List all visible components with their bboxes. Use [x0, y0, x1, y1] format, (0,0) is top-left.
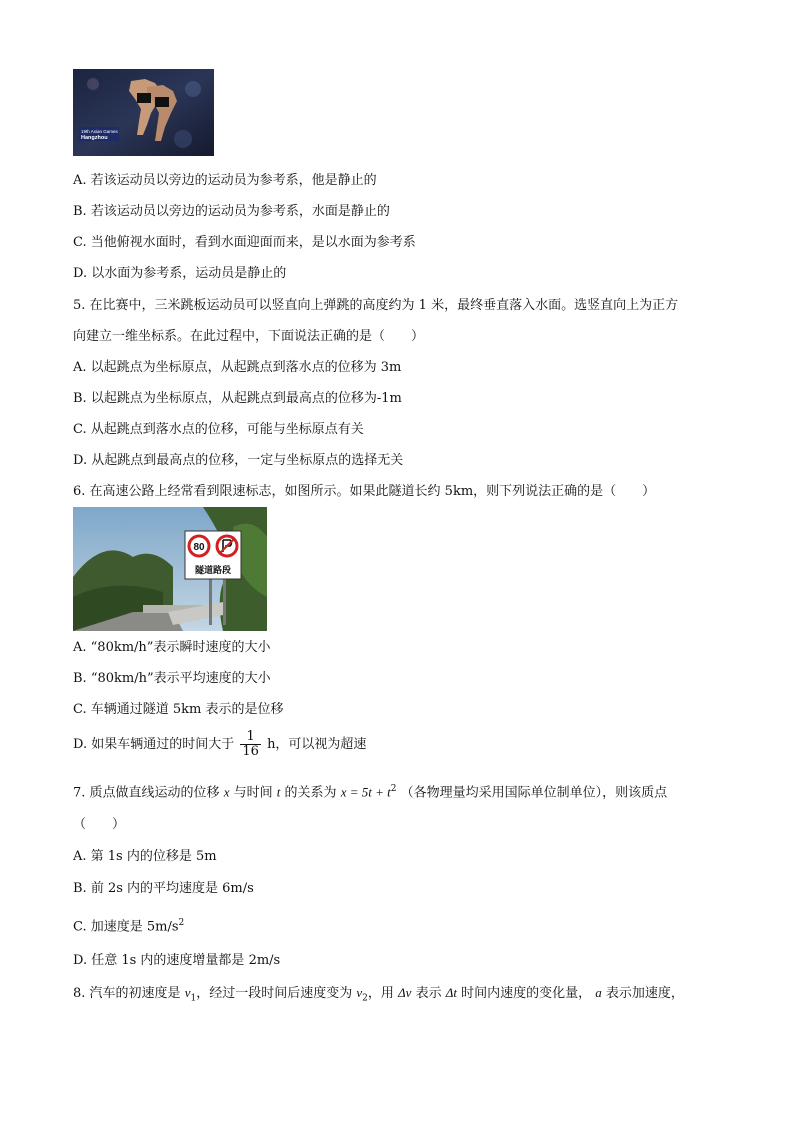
q8-p6: 表示加速度， [605, 986, 684, 1001]
q5-stem-line1: 5. 在比赛中，三米跳板运动员可以竖直向上弹跳的高度约为 1 米，最终垂直落入水面。选竖直向上为正方 [73, 298, 679, 313]
q8-p2: ，经过一段时间后速度变为 [196, 986, 353, 1001]
q7-stem-line1 [73, 780, 667, 802]
q5-option-c: C. 从起跳点到落水点的位移，可能与坐标原点有关 [73, 422, 364, 437]
q5-option-a: A. 以起跳点为坐标原点，从起跳点到落水点的位移为 3m [73, 360, 402, 375]
q7-stem-c: 的关系为 [284, 785, 337, 801]
var-v1: v [184, 985, 191, 1000]
var-delta-t: Δt [445, 985, 457, 1000]
q8-p1: 8. 汽车的初速度是 [73, 986, 181, 1001]
q4-option-a: A. 若该运动员以旁边的运动员为参考系，他是静止的 [73, 173, 377, 188]
q7-stem-line2: （ ） [73, 817, 126, 832]
var-delta-v: Δv [398, 985, 412, 1000]
q8-p4: 表示 [415, 986, 442, 1001]
fraction-denominator: 16 [242, 744, 259, 759]
q7-stem-b: 与时间 [233, 785, 273, 801]
var-x: x [223, 784, 230, 800]
q6-option-d-prefix: D. 如果车辆通过的时间大于 [73, 737, 235, 752]
q4-option-d: D. 以水面为参考系，运动员是静止的 [73, 266, 287, 281]
sign-text: 隧道路段 [194, 566, 232, 576]
var-v2-sub: 2 [362, 993, 368, 1004]
q8-p5: 时间内速度的变化量， [461, 986, 592, 1001]
speed-limit-photo [73, 507, 267, 631]
var-v1-sub: 1 [190, 993, 197, 1004]
q6-stem: 6. 在高速公路上经常看到限速标志，如图所示。如果此隧道长约 5km，则下列说法正确的是（ ） [73, 484, 656, 499]
q6-option-c: C. 车辆通过隧道 5km 表示的是位移 [73, 702, 284, 717]
q6-option-d-suffix: h，可以视为超速 [267, 737, 367, 752]
diving-photo [73, 69, 214, 156]
q8-p3: ，用 [367, 986, 394, 1001]
diving-photo-svg [73, 69, 214, 156]
var-v2: v [356, 985, 363, 1000]
fraction-numerator: 1 [240, 730, 261, 745]
q7-stem-a: 7. 质点做直线运动的位移 [73, 785, 220, 801]
q7-option-d: D. 任意 1s 内的速度增量都是 2m/s [73, 953, 281, 968]
q6-option-b: B. “80km/h”表示平均速度的大小 [73, 671, 271, 686]
q8-stem [73, 984, 684, 1008]
q5-stem-line2: 向建立一维坐标系。在此过程中，下面说法正确的是（ ） [73, 329, 425, 344]
photo-caption-line1: 19th Asian Games [81, 129, 118, 134]
var-a: a [595, 985, 602, 1000]
q7-option-b: B. 前 2s 内的平均速度是 6m/s [73, 881, 254, 896]
q7-option-c-text: C. 加速度是 5m/s [73, 919, 179, 935]
photo-caption-line2: Hangzhou [81, 135, 108, 141]
speed-limit-photo-svg [73, 507, 267, 631]
var-t: t [276, 784, 281, 800]
q6-option-a: A. “80km/h”表示瞬时速度的大小 [73, 640, 271, 655]
q4-option-b: B. 若该运动员以旁边的运动员为参考系，水面是静止的 [73, 204, 390, 219]
q6-option-d [73, 730, 366, 760]
sign-speed-value: 80 [193, 542, 205, 553]
q7-option-c [73, 914, 184, 936]
q7-stem-d: （各物理量均采用国际单位制单位），则该质点 [400, 785, 668, 801]
q5-option-b: B. 以起跳点为坐标原点，从起跳点到最高点的位移为-1m [73, 391, 402, 406]
q7-option-a: A. 第 1s 内的位移是 5m [73, 849, 217, 864]
q5-option-d: D. 从起跳点到最高点的位移，一定与坐标原点的选择无关 [73, 453, 404, 468]
q7-option-c-sup: 2 [178, 918, 185, 928]
fraction-1-16 [240, 730, 261, 759]
q7-formula-sup: 2 [390, 784, 397, 794]
q7-formula: x = 5t + t [340, 784, 391, 800]
q4-option-c: C. 当他俯视水面时，看到水面迎面而来，是以水面为参考系 [73, 235, 416, 250]
